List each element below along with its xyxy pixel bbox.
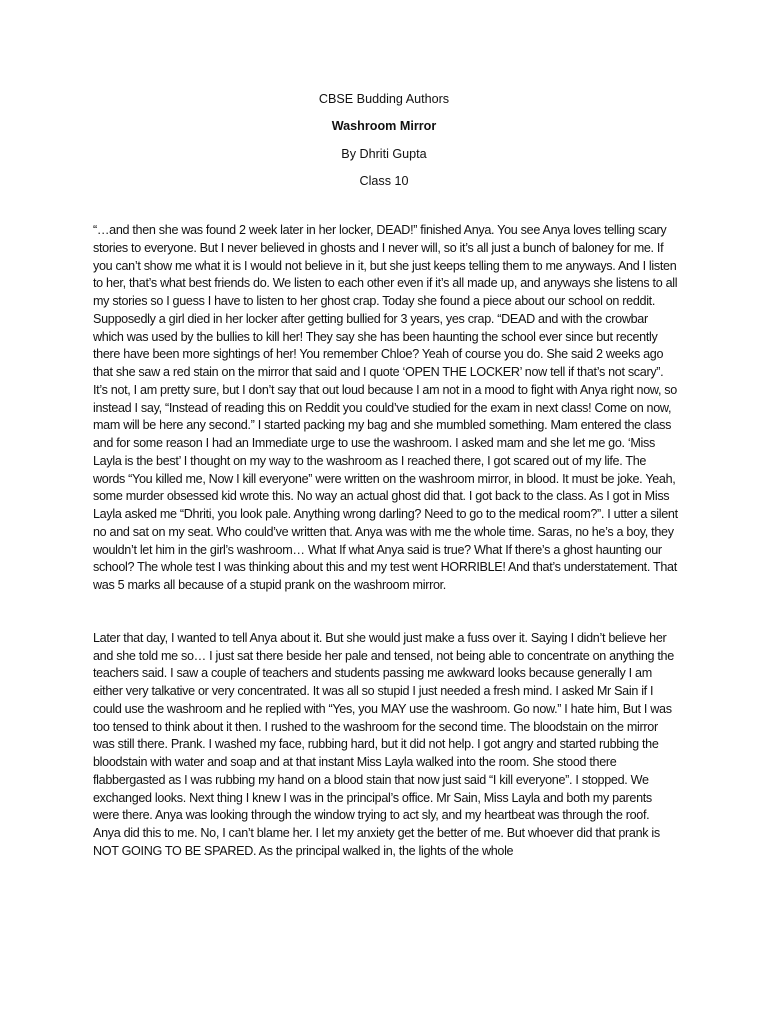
story-title: Washroom Mirror — [331, 119, 437, 134]
class-label: Class 10 — [359, 174, 409, 189]
story-paragraph-2: Later that day, I wanted to tell Anya about it. But she would just make a fuss over it. Saying I didn’t believe her and she told me so… I just sat there beside her pale and tensed, not being able to concentrate on anything the teachers said. I saw a couple of teachers and students passing me awkward looks because generally I am either very talkative or very concentrated. It was all so stupid I just needed a fresh mind. I asked Mr Sain if I could use the washroom and he replied with “Yes, you MAY use the washroom. Go now.” I hate him, But I was too tensed to think about it then. I rushed to the washroom for the second time. The bloodstain on the mirror was still there. Prank. I washed my face, rubbing hard, but it did not help. I got angry and started rubbing the bloodstain with water and soap and at that instant Miss Layla walked into the room. She stood there flabbergasted as I was rubbing my hand on a blood stain that now just said “I kill everyone”. I stopped. We exchanged looks. Next thing I knew I was in the principal’s office. Mr Sain, Miss Layla and both my parents were there. Anya was looking through the window trying to act sly, and my heartbeat was through the roof. Anya did this to me. No, I can’t blame her. I let my anxiety get the better of me. But whoever did that prank is NOT GOING TO BE SPARED. As the principal walked in, the lights of the whole — [93, 630, 674, 858]
story-paragraph-1: “…and then she was found 2 week later in her locker, DEAD!” finished Anya. You see Anya loves telling scary stories to everyone. But I never believed in ghosts and I never will, so it’s all just a bunch of baloney for me. If you can’t show me what it is I would not believe in it, but she just keeps telling them to me anyways. And I listen to her, that’s what best friends do. We listen to each other even if it’s all made up, and anyways she listens to all my stories so I guess I have to listen to her ghost crap. Today she found a piece about our school on reddit. Supposedly a girl died in her locker after getting bullied for 3 years, yes crap. “DEAD and with the crowbar which was used by the bullies to kill her! They say she has been haunting the school ever since but recently there have been more sightings of her! You remember Chloe? Yeah of course you do. She said 2 weeks ago that she saw a red stain on the mirror that said and I quote ‘OPEN THE LOCKER’ now tell if that’s not scary”. It’s not, I am pretty sure, but I don’t say that out loud because I am not in a mood to fight with Anya right now, so instead I say, “Instead of reading this on Reddit you could’ve studied for the exam in next class! Come on now, mam will be here any second.” I started packing my bag and she mumbled something. Mam entered the class and for some reason I had an Immediate urge to use the washroom. I asked mam and she let me go. ‘Miss Layla is the best’ I thought on my way to the washroom as I reached there, I got scared out of my life. The words “You killed me, Now I kill everyone” were written on the washroom mirror, in blood. It must be joke. Yeah, some murder obsessed kid wrote this. No way an actual ghost did that. I got back to the class. As I got in Miss Layla asked me “Dhriti, you look pale. Anything wrong darling? Need to go to the medical room?”. I utter a silent no and sat on my seat. Who could’ve written that. Anya was with me the whole time. Saras, no he’s a boy, they wouldn’t let him in the girl’s washroom… What If what Anya said is true? What If there’s a ghost haunting our school? The whole test I was thinking about this and my test went HORRIBLE! And that’s understatement. That was 5 marks all because of a stupid prank on the washroom mirror. — [93, 223, 678, 592]
document-header — [0, 86, 768, 196]
story-body — [93, 222, 679, 861]
author-byline: By Dhriti Gupta — [341, 146, 427, 161]
series-name: CBSE Budding Authors — [318, 92, 450, 106]
